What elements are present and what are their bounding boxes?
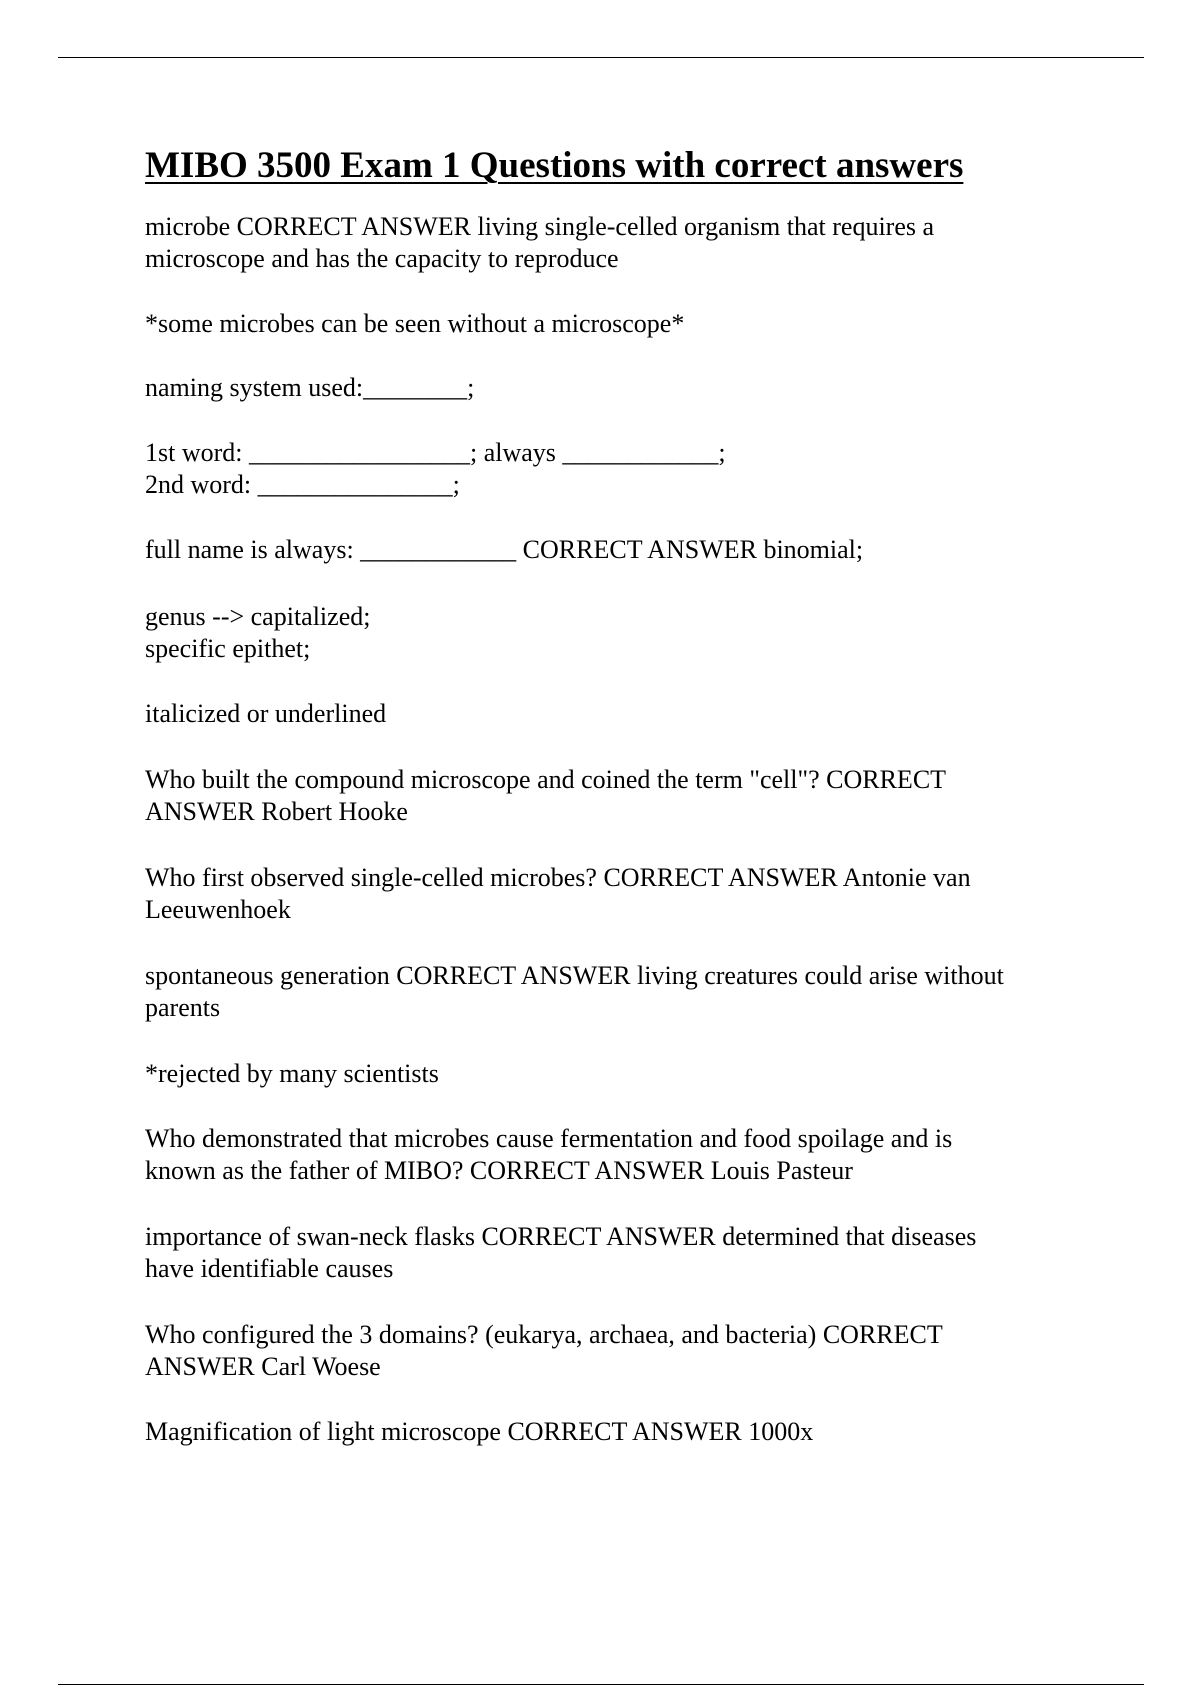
text-line: *some microbes can be seen without a microscope* bbox=[145, 309, 685, 338]
text-line: importance of swan-neck flasks CORRECT ANSWER determined that diseases bbox=[145, 1222, 977, 1251]
paragraph-italicized bbox=[145, 698, 386, 730]
text-line: known as the father of MIBO? CORRECT ANSWER Louis Pasteur bbox=[145, 1156, 853, 1185]
text-line: Who demonstrated that microbes cause fermentation and food spoilage and is bbox=[145, 1124, 953, 1153]
text-line: full name is always: ____________ CORRECT ANSWER binomial; bbox=[145, 535, 864, 564]
text-line: italicized or underlined bbox=[145, 699, 387, 728]
paragraph-swan-neck bbox=[145, 1221, 976, 1285]
header-rule bbox=[58, 57, 1144, 58]
text-line: *rejected by many scientists bbox=[145, 1059, 439, 1088]
text-line: have identifiable causes bbox=[145, 1254, 394, 1283]
paragraph-rejected bbox=[145, 1058, 439, 1090]
paragraph-hooke bbox=[145, 764, 946, 828]
text-line: ANSWER Robert Hooke bbox=[145, 797, 408, 826]
text-line: spontaneous generation CORRECT ANSWER living creatures could arise without bbox=[145, 961, 1004, 990]
text-line: ANSWER Carl Woese bbox=[145, 1352, 381, 1381]
footer-rule bbox=[58, 1684, 1144, 1685]
text-line: microscope and has the capacity to reproduce bbox=[145, 244, 619, 273]
text-line: 2nd word: _______________; bbox=[145, 470, 460, 499]
paragraph-genus bbox=[145, 601, 370, 665]
paragraph-leeuwenhoek bbox=[145, 862, 971, 926]
paragraph-full-name bbox=[145, 534, 863, 566]
paragraph-microbe bbox=[145, 211, 934, 275]
paragraph-magnification bbox=[145, 1416, 813, 1448]
document-title: MIBO 3500 Exam 1 Questions with correct answers bbox=[145, 145, 964, 186]
text-line: Who first observed single-celled microbes? CORRECT ANSWER Antonie van bbox=[145, 863, 971, 892]
text-line: genus --> capitalized; bbox=[145, 602, 371, 631]
paragraph-microbe-note bbox=[145, 308, 684, 340]
text-line: 1st word: _________________; always ____________; bbox=[145, 438, 726, 467]
paragraph-pasteur bbox=[145, 1123, 952, 1187]
text-line: microbe CORRECT ANSWER living single-celled organism that requires a bbox=[145, 212, 935, 241]
text-line: Magnification of light microscope CORRECT ANSWER 1000x bbox=[145, 1417, 814, 1446]
text-line: specific epithet; bbox=[145, 634, 311, 663]
paragraph-spontaneous-generation bbox=[145, 960, 1004, 1024]
paragraph-words bbox=[145, 437, 726, 501]
text-line: Leeuwenhoek bbox=[145, 895, 291, 924]
paragraph-naming-system bbox=[145, 372, 474, 404]
text-line: Who configured the 3 domains? (eukarya, archaea, and bacteria) CORRECT bbox=[145, 1320, 943, 1349]
text-line: Who built the compound microscope and coined the term "cell"? CORRECT bbox=[145, 765, 947, 794]
text-line: naming system used:________; bbox=[145, 373, 475, 402]
text-line: parents bbox=[145, 993, 221, 1022]
paragraph-woese bbox=[145, 1319, 943, 1383]
